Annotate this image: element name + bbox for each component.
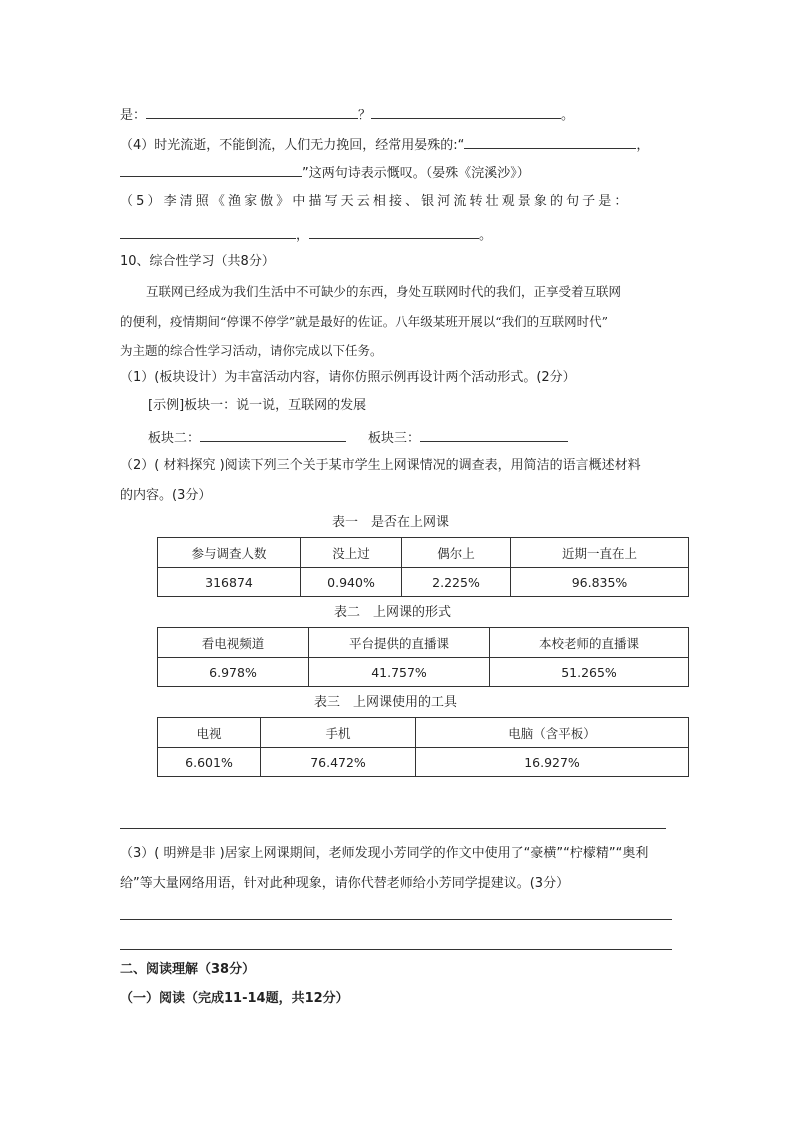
table2-header: 看电视频道 bbox=[158, 628, 309, 658]
q4-line-2 bbox=[120, 164, 530, 182]
table1-header: 偶尔上 bbox=[402, 538, 511, 568]
answer-line-3a[interactable] bbox=[120, 919, 672, 920]
q10-sub-1: （1）(板块设计）为丰富活动内容，请你仿照示例再设计两个活动形式。(2分） bbox=[120, 370, 576, 385]
table1-cell: 2.225% bbox=[402, 568, 511, 597]
q10-intro-2: 的便利，疫情期间“停课不停学”就是最好的佐证。八年级某班开展以“我们的互联网时代” bbox=[120, 314, 609, 329]
table1-header: 近期一直在上 bbox=[511, 538, 689, 568]
section2-title: 二、阅读理解（38分） bbox=[120, 962, 256, 977]
table2 bbox=[157, 627, 689, 687]
q3-end: 。 bbox=[561, 108, 575, 123]
table3-header: 手机 bbox=[261, 718, 416, 748]
q5-mid: ， bbox=[296, 228, 310, 243]
table1-header: 没上过 bbox=[301, 538, 402, 568]
q10-intro-1: 互联网已经成为我们生活中不可缺少的东西，身处互联网时代的我们，正享受着互联网 bbox=[146, 284, 622, 299]
q3-blank-2[interactable] bbox=[371, 106, 561, 119]
block2-blank[interactable] bbox=[200, 429, 346, 442]
table1-caption: 表一 是否在上网课 bbox=[332, 515, 450, 530]
table2-cell: 6.978% bbox=[158, 658, 309, 687]
q5-blank-2[interactable] bbox=[309, 226, 479, 239]
q3-prefix: 是： bbox=[120, 108, 147, 123]
table1-cell: 0.940% bbox=[301, 568, 402, 597]
q4-blank-2[interactable] bbox=[120, 164, 302, 177]
q10-sub-2-line-2: 的内容。(3分） bbox=[120, 488, 212, 503]
q10-blocks bbox=[148, 429, 568, 447]
block3-blank[interactable] bbox=[420, 429, 568, 442]
table2-caption: 表二 上网课的形式 bbox=[334, 605, 452, 620]
table3-cell: 16.927% bbox=[416, 748, 689, 777]
table3-caption: 表三 上网课使用的工具 bbox=[314, 695, 458, 710]
q5-line-1: （5）李清照《渔家傲》中描写天云相接、银河流转壮观景象的句子是： bbox=[120, 194, 631, 209]
answer-line-2[interactable] bbox=[120, 828, 666, 829]
table2-cell: 51.265% bbox=[490, 658, 689, 687]
table3-header: 电脑（含平板） bbox=[416, 718, 689, 748]
q4-text-2: ”这两句诗表示慨叹。（晏殊《浣溪沙》） bbox=[302, 166, 530, 181]
table3 bbox=[157, 717, 689, 777]
q10-sub-3-line-2: 给”等大量网络用语，针对此种现象，请你代替老师给小芳同学提建议。(3分） bbox=[120, 876, 570, 891]
table1-cell: 96.835% bbox=[511, 568, 689, 597]
table3-cell: 6.601% bbox=[158, 748, 261, 777]
block3-label: 板块三： bbox=[368, 431, 421, 446]
q4-text-1-end: ， bbox=[636, 138, 650, 153]
q10-sub-2-line-1: （2）( 材料探究 )阅读下列三个关于某市学生上网课情况的调查表，用简洁的语言概述材料 bbox=[120, 458, 641, 473]
answer-line-3b[interactable] bbox=[120, 949, 672, 950]
block2-label: 板块二： bbox=[148, 431, 201, 446]
table2-header: 本校老师的直播课 bbox=[490, 628, 689, 658]
q10-intro-3: 为主题的综合性学习活动，请你完成以下任务。 bbox=[120, 343, 383, 358]
table1-cell: 316874 bbox=[158, 568, 301, 597]
q10-title: 10、综合性学习（共8分） bbox=[120, 254, 275, 269]
table2-cell: 41.757% bbox=[309, 658, 490, 687]
q4-line-1 bbox=[120, 136, 649, 154]
q5-line-2 bbox=[120, 226, 492, 244]
q5-end: 。 bbox=[479, 228, 493, 243]
table2-header: 平台提供的直播课 bbox=[309, 628, 490, 658]
q10-example: [示例]板块一：说一说，互联网的发展 bbox=[148, 398, 367, 413]
q5-blank-1[interactable] bbox=[120, 226, 296, 239]
section2-sub: （一）阅读（完成11-14题，共12分） bbox=[120, 991, 349, 1006]
q4-blank-1[interactable] bbox=[464, 136, 636, 149]
table1-header: 参与调查人数 bbox=[158, 538, 301, 568]
table3-header: 电视 bbox=[158, 718, 261, 748]
table3-cell: 76.472% bbox=[261, 748, 416, 777]
table1 bbox=[157, 537, 689, 597]
q3-mid: ？ bbox=[358, 108, 372, 123]
q3-line bbox=[120, 106, 574, 124]
q4-text-1: （4）时光流逝，不能倒流，人们无力挽回，经常用晏殊的:“ bbox=[120, 138, 465, 153]
q3-blank-1[interactable] bbox=[146, 106, 358, 119]
q10-sub-3-line-1: （3）( 明辨是非 )居家上网课期间，老师发现小芳同学的作文中使用了“豪横”“柠檬精”“奥利 bbox=[120, 846, 649, 861]
